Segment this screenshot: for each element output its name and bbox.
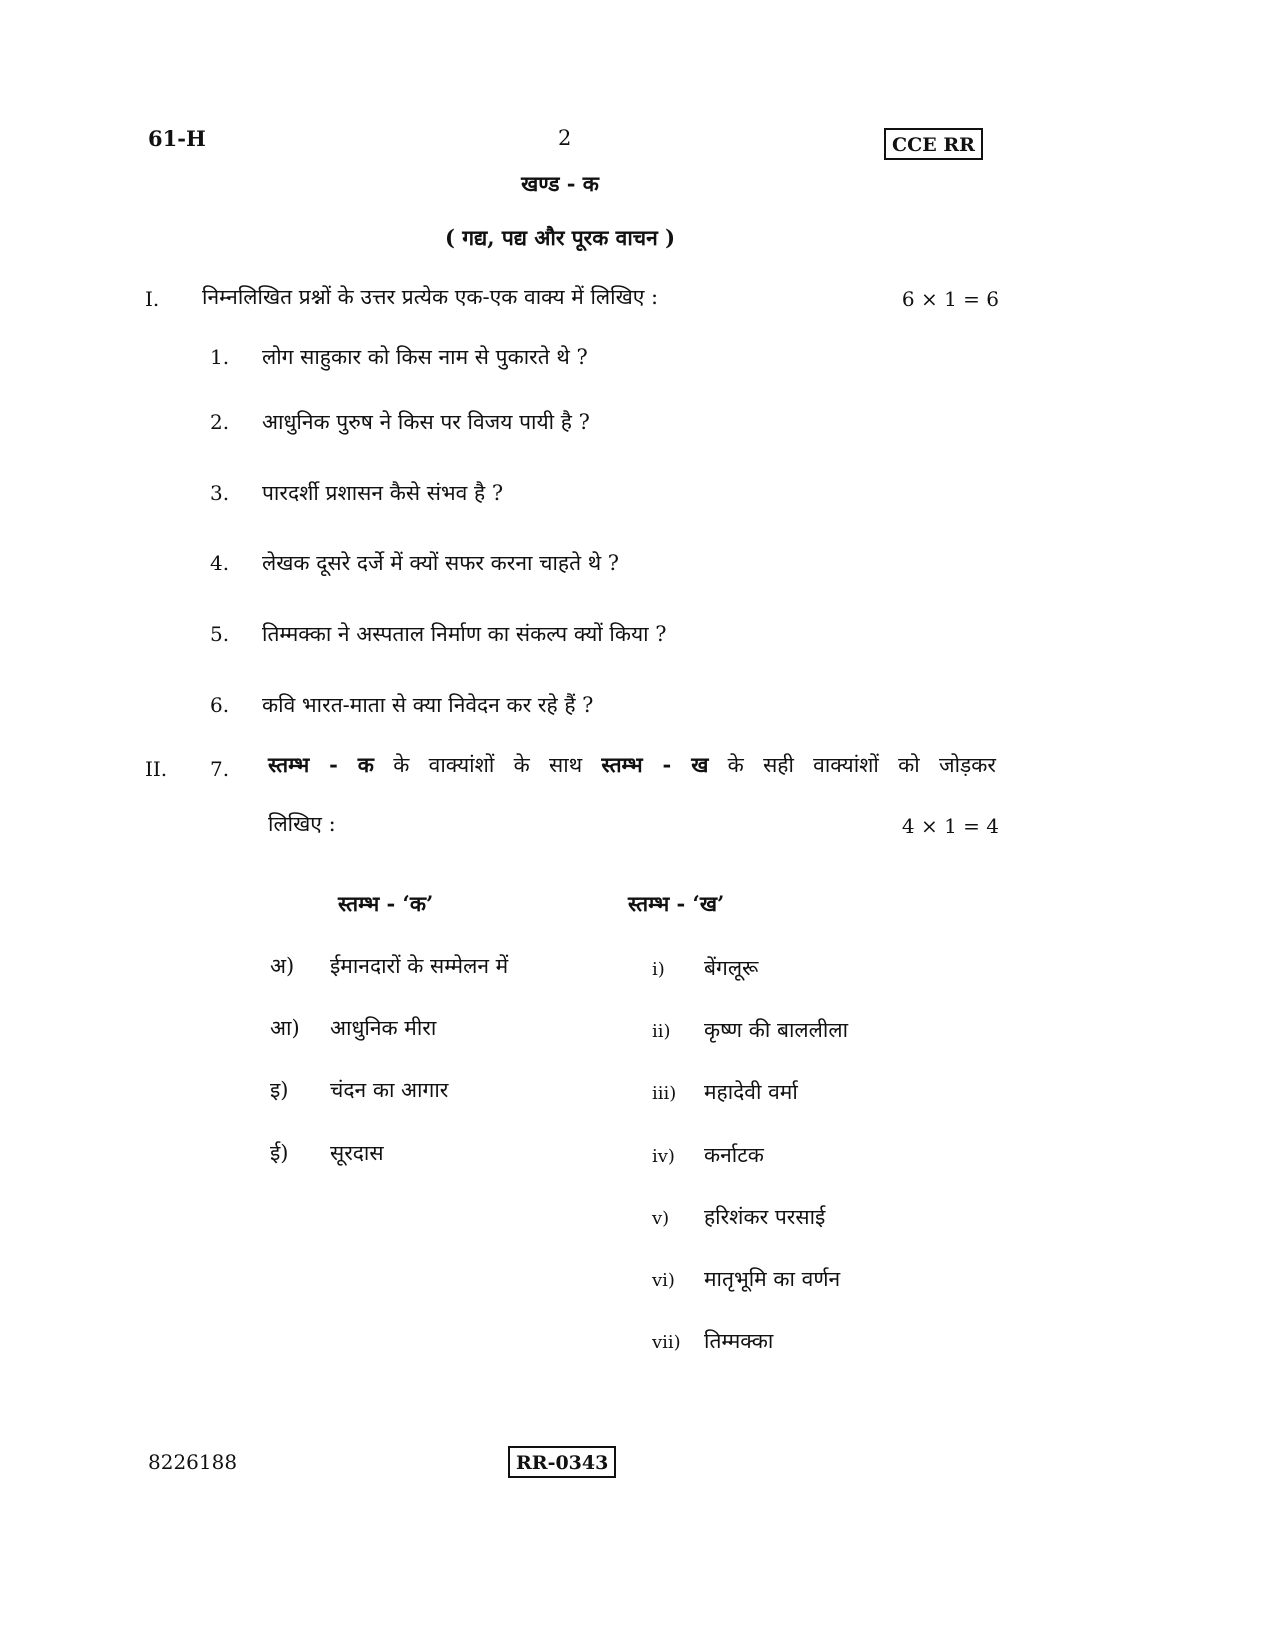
column-a-item — [270, 1139, 384, 1167]
item-label: i) — [652, 959, 665, 980]
column-b-item — [652, 1265, 840, 1293]
item-text: आधुनिक पुरुष ने किस पर विजय पायी है ? — [262, 410, 590, 434]
column-a-item — [270, 1076, 448, 1104]
item-text: कर्नाटक — [704, 1143, 764, 1167]
item-label: iii) — [652, 1083, 677, 1104]
question-7-instruction — [268, 751, 996, 779]
column-a-item — [270, 952, 508, 980]
column-b-ref: स्तम्भ - ख — [601, 752, 709, 777]
question-roman-2: II. — [145, 757, 168, 781]
question-1-instruction: निम्नलिखित प्रश्नों के उत्तर प्रत्येक एक-एक वाक्य में लिखिए : — [202, 285, 659, 309]
item-number: 2. — [210, 410, 230, 434]
question-7-instruction-line2: लिखिए : — [268, 812, 336, 836]
question-item — [210, 343, 1010, 371]
serial-number: 8226188 — [148, 1450, 238, 1474]
question-roman-1: I. — [145, 287, 160, 311]
item-text: कृष्ण की बाललीला — [704, 1018, 849, 1042]
series-badge: CCE RR — [884, 128, 983, 160]
item-label: vii) — [652, 1332, 681, 1353]
item-text: मातृभूमि का वर्णन — [704, 1267, 841, 1291]
column-b-item — [652, 1141, 764, 1169]
item-text: महादेवी वर्मा — [704, 1080, 798, 1104]
item-number: 1. — [210, 345, 230, 369]
item-label: vi) — [652, 1270, 675, 1291]
item-text: आधुनिक मीरा — [330, 1016, 437, 1040]
item-number: 4. — [210, 551, 230, 575]
question-7-marks: 4 × 1 = 4 — [901, 814, 999, 838]
item-label: ii) — [652, 1021, 671, 1042]
item-label: आ) — [270, 1016, 300, 1040]
item-number: 5. — [210, 622, 230, 646]
question-item — [210, 408, 1010, 436]
column-a-heading: स्तम्भ - ‘क’ — [338, 891, 434, 916]
question-item — [210, 479, 1010, 507]
item-label: अ) — [270, 954, 295, 978]
item-number: 6. — [210, 693, 230, 717]
item-text: तिम्मक्का — [704, 1329, 774, 1353]
section-subtitle: ( गद्य, पद्य और पूरक वाचन ) — [444, 225, 676, 250]
question-paper-code: RR-0343 — [508, 1446, 616, 1478]
column-b-item — [652, 1327, 773, 1355]
item-label: iv) — [652, 1146, 675, 1167]
instruction-mid: के वाक्यांशों के साथ — [373, 753, 602, 777]
question-item — [210, 691, 1010, 719]
question-item — [210, 620, 1010, 648]
question-item — [210, 549, 1010, 577]
question-1-marks: 6 × 1 = 6 — [901, 287, 999, 311]
column-b-heading: स्तम्भ - ‘ख’ — [628, 891, 725, 916]
item-number: 3. — [210, 481, 230, 505]
item-text: चंदन का आगार — [330, 1078, 449, 1102]
item-label: ई) — [270, 1141, 289, 1165]
item-text: लेखक दूसरे दर्जे में क्यों सफर करना चाहते थे ? — [262, 551, 620, 575]
item-text: तिम्मक्का ने अस्पताल निर्माण का संकल्प क्यों किया ? — [262, 622, 667, 646]
column-b-item — [652, 1078, 798, 1106]
column-b-item — [652, 1203, 825, 1231]
item-text: लोग साहुकार को किस नाम से पुकारते थे ? — [262, 345, 588, 369]
instruction-end: के सही वाक्यांशों को जोड़कर — [708, 753, 997, 777]
item-text: ईमानदारों के सम्मेलन में — [330, 954, 509, 978]
question-7-number: 7. — [210, 757, 230, 781]
column-b-item — [652, 954, 758, 982]
section-title: खण्ड - क — [521, 171, 599, 196]
column-a-item — [270, 1014, 436, 1042]
item-text: सूरदास — [330, 1141, 384, 1165]
item-label: इ) — [270, 1078, 289, 1102]
item-text: बेंगलूरू — [704, 956, 759, 980]
item-text: पारदर्शी प्रशासन कैसे संभव है ? — [262, 481, 504, 505]
page-number: 2 — [558, 126, 572, 150]
column-a-ref: स्तम्भ - क — [268, 752, 374, 777]
paper-code: 61-H — [148, 126, 206, 151]
item-label: v) — [652, 1208, 670, 1229]
column-b-item — [652, 1016, 848, 1044]
item-text: कवि भारत-माता से क्या निवेदन कर रहे हैं ? — [262, 693, 594, 717]
item-text: हरिशंकर परसाई — [704, 1205, 826, 1229]
